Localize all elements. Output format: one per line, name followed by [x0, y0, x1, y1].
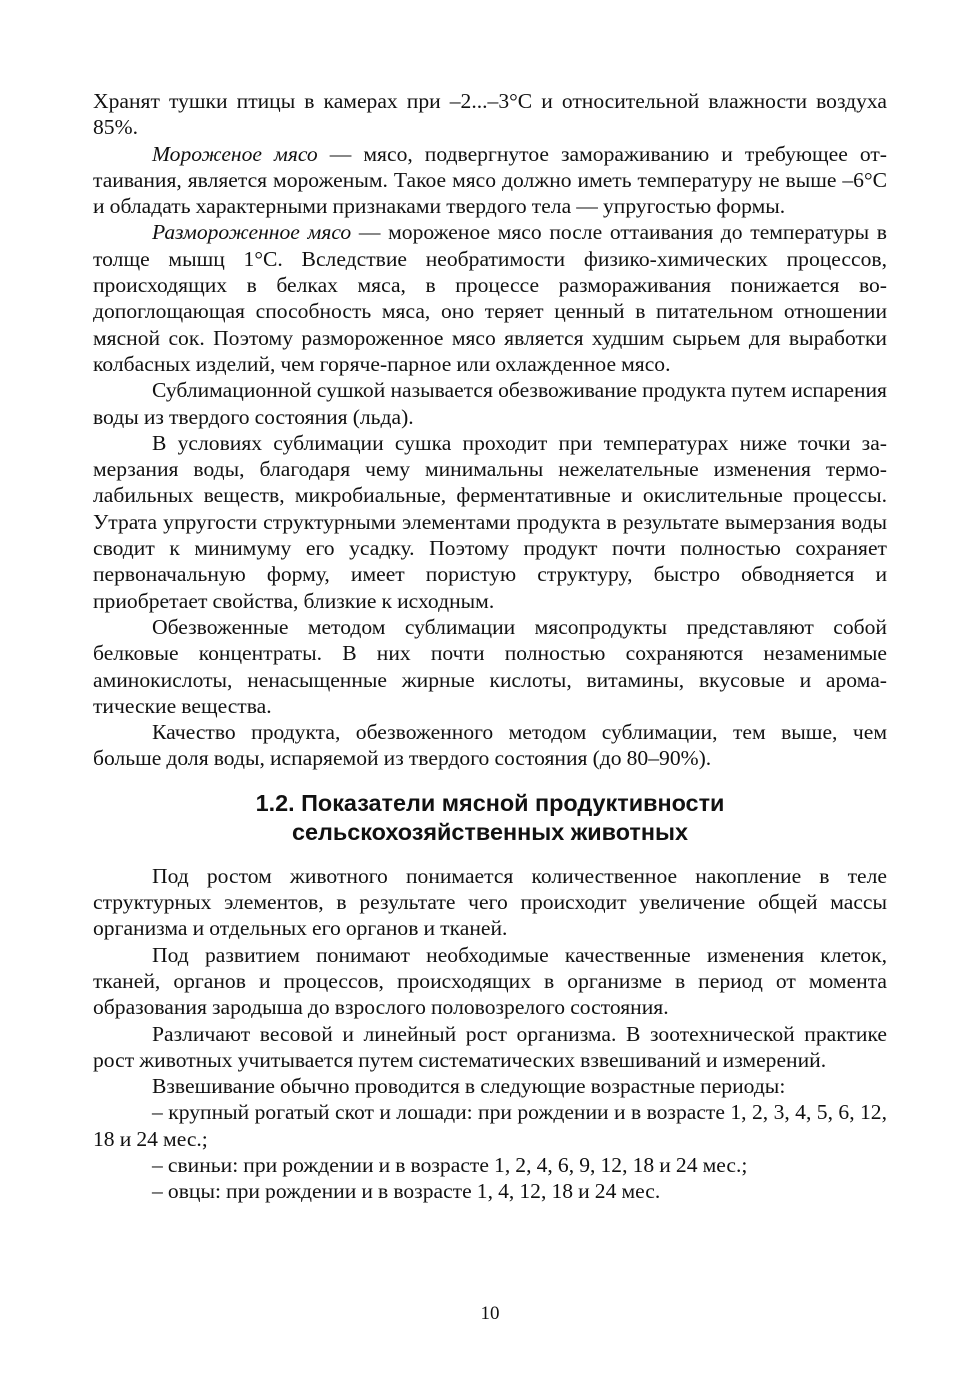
paragraph-sublimation-conditions: В условиях сублимации сушка проходит при температурах ниже точки замерзания воды, благодаря чему минимальны нежелательные изменения термолабильных веществ, микробиальные, ферментативные и окислительные процессы. Утрата упругости структурными элементами продукта в результате вымерзания воды сводит к минимуму его усадку. Поэтому продукт почти полностью сохраняет первоначальную форму, имеет пористую структуру, быстро обводняется и приобретает свойства, близкие к исходным. — [93, 430, 887, 613]
page-number: 10 — [480, 1303, 500, 1324]
paragraph-poultry-storage: Хранят тушки птицы в камерах при –2...–3°С и относительной влажности воздуха 85%. — [93, 89, 887, 140]
document-page — [93, 88, 887, 1205]
term-frozen-meat: Мороженое мясо — [152, 141, 318, 166]
term-thawed-meat: Размороженное мясо — [152, 220, 352, 245]
section-heading-line-1: 1.2. Показатели мясной продуктивности — [255, 789, 725, 816]
paragraph-sublimation-definition: Сублимационной сушкой называется обезвоживание продукта путем испарения воды из твердого состояния (льда). — [93, 378, 887, 429]
paragraph-dehydrated-products: Обезвоженные методом сублимации мясопродукты представляют собой белковые концентраты. В них почти полностью сохраняются незаменимые аминокислоты, ненасыщенные жирные кислоты, витамины, вкусовые и ароматические вещества. — [93, 614, 887, 718]
paragraph-growth-types: Различают весовой и линейный рост организма. В зоотехнической практике рост животных учитывается путем систематических взвешиваний и измерений. — [93, 1021, 887, 1072]
list-item-cattle-horses: – крупный рогатый скот и лошади: при рождении и в возрасте 1, 2, 3, 4, 5, 6, 12, 18 и 24 мес.; — [93, 1100, 887, 1151]
paragraph-development-definition: Под развитием понимают необходимые качественные изменения клеток, тканей, органов и процессов, происходящих в организме в период от момента образования зародыша до взрослого половозрелого состояния. — [93, 942, 887, 1020]
section-heading — [93, 789, 887, 847]
definition-thawed-meat: — мороженое мясо после оттаивания до температуры в толще мышц 1°С. Вследствие необратимости физико-химических процессов, происходящих в белках мяса, в процессе размораживания понижается водопоглощающая способность мяса, оно теряет ценный в питательном отношении мясной сок. Поэтому размороженное мясо является худшим сырьем для выработки колбасных изделий, чем горяче-парное или охлажденное мясо. — [93, 220, 888, 376]
paragraph-frozen-meat — [93, 141, 887, 220]
paragraph-thawed-meat — [93, 219, 887, 377]
paragraph-weighing-periods: Взвешивание обычно проводится в следующие возрастные периоды: — [152, 1074, 786, 1099]
definition-frozen-meat: — мясо, подвергнутое замораживанию и требующее оттаивания, является мороженым. Такое мясо должно иметь температуру не выше –6°С и обладать характерными признаками твердого тела — упругостью формы. — [93, 141, 887, 219]
section-heading-line-2: сельскохозяйственных животных — [291, 818, 689, 845]
list-item-sheep: – овцы: при рождении и в возрасте 1, 4, 12, 18 и 24 мес. — [152, 1179, 661, 1204]
list-item-pigs: – свиньи: при рождении и в возрасте 1, 2, 4, 6, 9, 12, 18 и 24 мес.; — [152, 1152, 748, 1177]
paragraph-product-quality: Качество продукта, обезвоженного методом сублимации, тем выше, чем больше доля воды, испаряемой из твердого состояния (до 80–90%). — [93, 720, 887, 771]
paragraph-growth-definition: Под ростом животного понимается количественное накопление в теле структурных элементов, в результате чего происходит увеличение общей массы организма и отдельных его органов и тканей. — [93, 863, 887, 941]
